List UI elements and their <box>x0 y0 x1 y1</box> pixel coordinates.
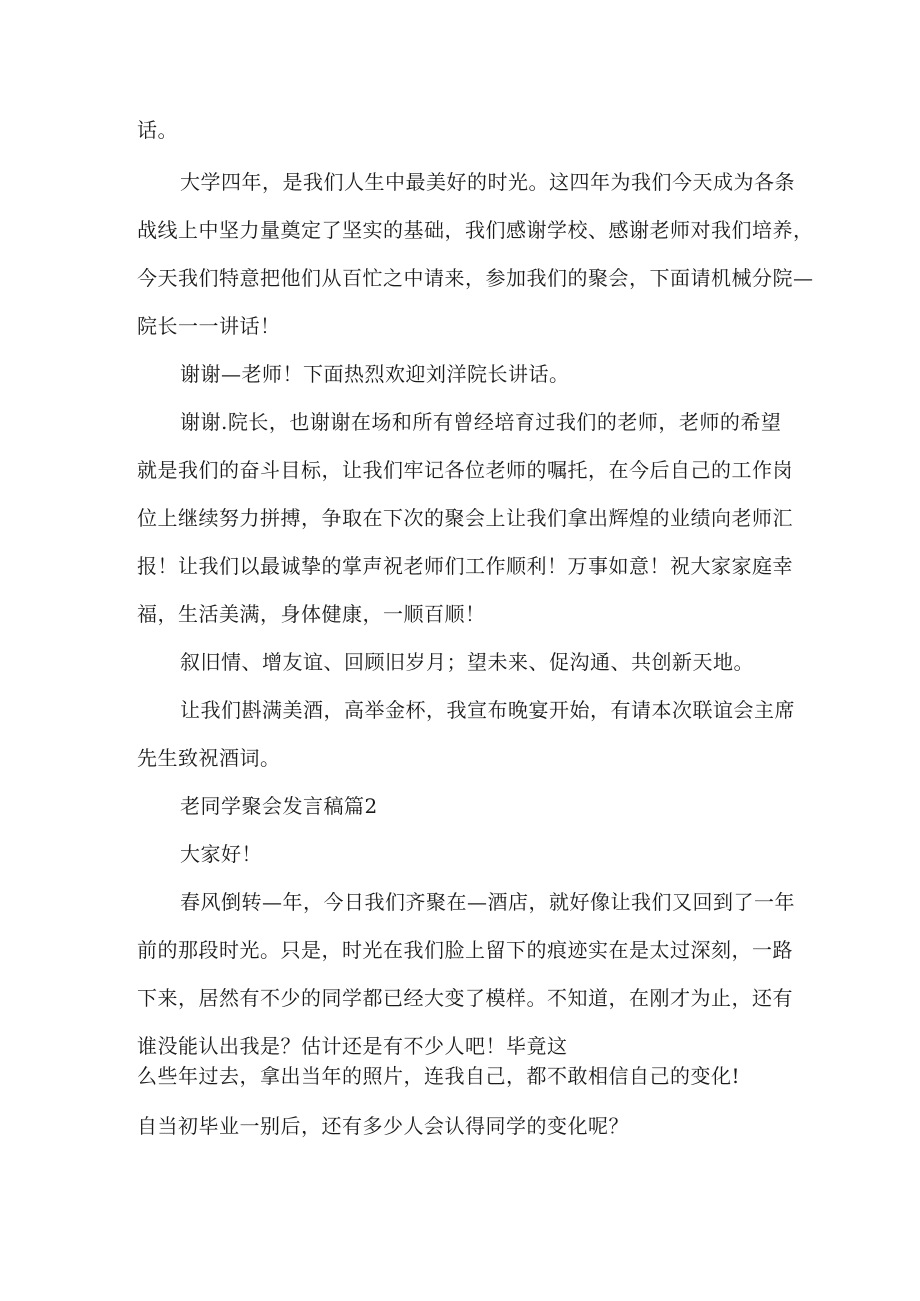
text-line: 前的那段时光。只是，时光在我们脸上留下的痕迹实在是太过深刻，一路 <box>137 938 793 962</box>
text-line: 位上继续努力拼搏，争取在下次的聚会上让我们拿出辉煌的业绩向老师汇 <box>137 506 793 530</box>
text-line: 就是我们的奋斗目标，让我们牢记各位老师的嘱托，在今后自己的工作岗 <box>137 458 793 482</box>
text-line: 下来，居然有不少的同学都已经大变了模样。不知道，在刚才为止，还有 <box>137 986 793 1010</box>
text-line: 么些年过去，拿出当年的照片，连我自己，都不敢相信自己的变化! <box>137 1064 741 1088</box>
text-line: 自当初毕业一别后，还有多少人会认得同学的变化呢？ <box>137 1114 629 1138</box>
paragraph-line: 叙旧情、增友谊、回顾旧岁月；望未来、促沟通、共创新天地。 <box>180 650 754 674</box>
text-line: 先生致祝酒词。 <box>137 746 281 770</box>
paragraph-line: 春风倒转—年，今日我们齐聚在—酒店，就好像让我们又回到了一年 <box>180 890 795 914</box>
section-heading: 老同学聚会发言稿篇2 <box>180 794 378 818</box>
text-line: 话。 <box>137 118 178 142</box>
text-line: 今天我们特意把他们从百忙之中请来，参加我们的聚会，下面请机械分院— <box>137 266 814 290</box>
paragraph-line: 谢谢—老师！下面热烈欢迎刘洋院长讲话。 <box>180 362 570 386</box>
text-line: 福，生活美满，身体健康，一顺百顺！ <box>137 602 486 626</box>
text-line: 院长一一讲话！ <box>137 314 281 338</box>
paragraph-line: 谢谢.院长，也谢谢在场和所有曾经培育过我们的老师，老师的希望 <box>180 410 782 434</box>
text-line: 谁没能认出我是？估计还是有不少人吧！毕竟这 <box>137 1034 568 1058</box>
text-line: 战线上中坚力量奠定了坚实的基础，我们感谢学校、感谢老师对我们培养， <box>137 218 814 242</box>
text-line: 报！让我们以最诚挚的掌声祝老师们工作顺利！万事如意！祝大家家庭幸 <box>137 554 793 578</box>
greeting-line: 大家好！ <box>180 842 262 866</box>
paragraph-line: 让我们斟满美酒，高举金杯，我宣布晚宴开始，有请本次联谊会主席 <box>180 698 795 722</box>
paragraph-line: 大学四年，是我们人生中最美好的时光。这四年为我们今天成为各条 <box>180 170 795 194</box>
